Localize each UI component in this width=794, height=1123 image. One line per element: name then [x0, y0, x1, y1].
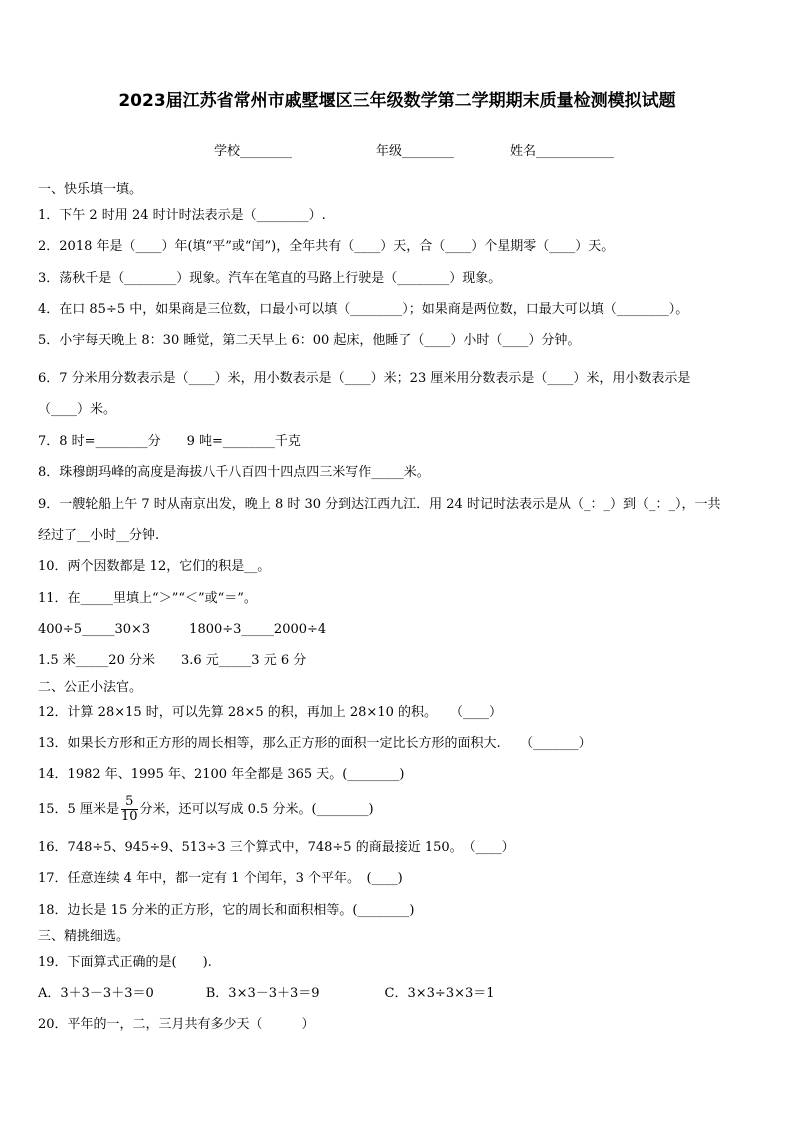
- name-field: 姓名____________: [510, 144, 615, 159]
- question-7: 7．8 时=________分 9 吨=________千克: [38, 434, 301, 449]
- question-15-suffix: 分米，还可以写成 0.5 分米。(________): [139, 802, 374, 817]
- section-3-heading: 三、精挑细选。: [38, 929, 130, 944]
- question-15-prefix: 15．5 厘米是: [38, 802, 119, 817]
- question-2: 2．2018 年是（____）年(填“平”或“闰”)，全年共有（____）天，合（____）个星期零（____）天。: [38, 239, 615, 254]
- question-17: 17．任意连续 4 年中，都一定有 1 个闰年，3 个平年。 (____): [38, 871, 403, 886]
- question-11: 11．在_____里填上“＞”“＜”或“＝”。: [38, 591, 257, 606]
- section-1-heading: 一、快乐填一填。: [38, 182, 143, 197]
- grade-field: 年级________: [376, 144, 455, 159]
- school-field: 学校________: [214, 144, 293, 159]
- question-4: 4．在口 85÷5 中，如果商是三位数，口最小可以填（________）；如果商是两位数，口最大可以填（________）。: [38, 302, 689, 317]
- question-5: 5．小宇每天晚上 8：30 睡觉，第二天早上 6：00 起床，他睡了（____）小时（____）分钟。: [38, 333, 581, 348]
- question-3: 3．荡秋千是（________）现象。汽车在笔直的马路上行驶是（________）现象。: [38, 271, 502, 286]
- question-19: 19．下面算式正确的是( ).: [38, 955, 212, 970]
- fraction: [121, 795, 138, 824]
- question-9-line-1: 9．一艘轮船上午 7 时从南京出发，晚上 8 时 30 分到达江西九江．用 24 时记时法表示是从（_：_）到（_：_），一共: [38, 497, 721, 512]
- question-11-row-2: 1.5 米_____20 分米 3.6 元_____3 元 6 分: [38, 653, 307, 668]
- question-1: 1．下午 2 时用 24 时计时法表示是（________）.: [38, 208, 326, 223]
- question-11-row-1: 400÷5_____30×3 1800÷3_____2000÷4: [38, 622, 327, 637]
- question-6-line-2: （____）米。: [38, 402, 117, 417]
- fraction-denominator: 10: [120, 809, 138, 824]
- question-13: 13．如果长方形和正方形的周长相等，那么正方形的面积一定比长方形的面积大. （_______）: [38, 736, 592, 751]
- page-title: 2023届江苏省常州市戚墅堰区三年级数学第二学期期末质量检测模拟试题: [118, 91, 676, 111]
- question-15: [38, 795, 374, 825]
- question-14: 14．1982 年、1995 年、2100 年全都是 365 天。(________): [38, 767, 405, 782]
- section-2-heading: 二、公正小法官。: [38, 680, 143, 695]
- question-10: 10．两个因数都是 12，它们的积是__。: [38, 559, 271, 574]
- question-9-line-2: 经过了__小时__分钟.: [38, 528, 160, 543]
- question-16: 16．748÷5、945÷9、513÷3 三个算式中，748÷5 的商最接近 150。 （____）: [38, 840, 515, 855]
- question-19-options: A．3＋3－3＋3＝0 B．3×3－3＋3＝9 C．3×3÷3×3＝1: [38, 986, 495, 1001]
- question-12: 12．计算 28×15 时，可以先算 28×5 的积，再加上 28×10 的积。 （____）: [38, 705, 502, 720]
- question-8: 8．珠穆朗玛峰的高度是海拔八千八百四十四点四三米写作_____米。: [38, 465, 430, 480]
- question-6-line-1: 6．7 分米用分数表示是（____）米，用小数表示是（____）米；23 厘米用分数表示是（____）米，用小数表示是: [38, 371, 691, 386]
- question-20: 20．平年的一，二，三月共有多少天（ ）: [38, 1017, 315, 1032]
- fraction-numerator: 5: [121, 795, 138, 810]
- question-18: 18．边长是 15 分米的正方形，它的周长和面积相等。(________): [38, 903, 415, 918]
